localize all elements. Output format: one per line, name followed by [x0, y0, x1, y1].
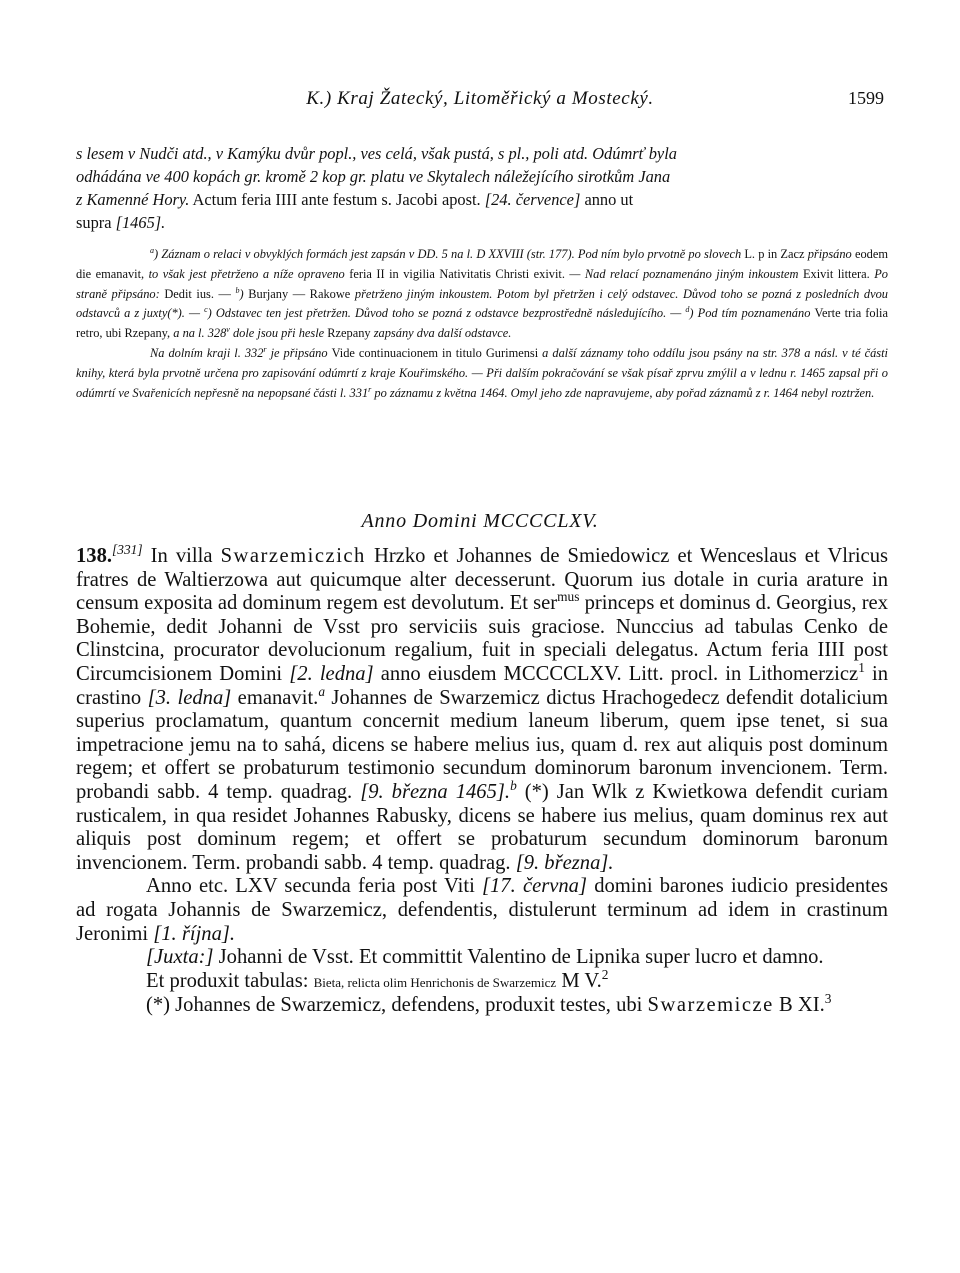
running-title: K.) Kraj Žatecký, Litoměřický a Mostecký.: [306, 88, 654, 109]
text-span: domini barones iudicio presidentes ad rogata Johannis de Swarzemicz, defendentis, distulerunt terminum ad idem in crastinum Jeronimi: [76, 875, 888, 945]
footnote-ref: 2: [601, 966, 609, 982]
text-span: Exivit littera.: [802, 266, 870, 281]
text-span: B XI.: [773, 994, 825, 1017]
date-bracket: [17. června]: [482, 875, 587, 898]
footnote-marker: d: [685, 305, 690, 315]
text-span: (*) Johannes de Swarzemicz, defendens, produxit testes, ubi: [146, 994, 648, 1017]
date-bracket: [1465].: [115, 213, 166, 232]
text-span: ) Odstavec ten jest přetržen. Důvod toho se pozná z odstavce bezprostředně následujícího. —: [207, 306, 686, 321]
entry-paragraph: [76, 991, 888, 1018]
date-bracket: [9. března 1465].: [360, 780, 511, 803]
place-name: Swarzemiczich: [220, 545, 366, 567]
entry-paragraph: [76, 946, 888, 970]
entry-paragraph: [76, 875, 888, 946]
text-span: — Nad relací poznamenáno jiným inkoustem: [564, 266, 803, 281]
text-line: [76, 211, 888, 234]
text-span: anno ut: [580, 190, 634, 209]
text-span: a na l. 328: [170, 326, 227, 341]
text-span: —: [213, 286, 236, 301]
juxta-label: [Juxta:]: [146, 946, 214, 969]
text-span: Vide continuacionem in titulo Gurimensi: [331, 345, 539, 360]
text-span: z Kamenné Hory.: [76, 190, 190, 209]
footnote-ref: 3: [824, 991, 832, 1007]
text-span: ) Pod tím poznamenáno: [689, 306, 815, 321]
text-span: ) Záznam o relaci v obvyklých formách jest zapsán v DD. 5 na l. D XXVIII (str. 177). Pod ním bylo prvotně po slovech: [154, 247, 745, 261]
text-span: Rzepany: [327, 326, 371, 341]
text-span: odhádána ve 400 kopách gr. kromě 2 kop gr. platu ve Skytalech náležejícího sirotkům Jana: [76, 167, 671, 186]
text-span: emanavit.: [231, 686, 319, 709]
text-span: po záznamu z května 1464. Omyl jeho zde napravujeme, aby pořad záznamů z r. 1464 nebyl roztržen.: [371, 385, 875, 400]
footnote-ref: 1: [858, 660, 865, 676]
date-bracket: [3. ledna]: [147, 686, 232, 709]
text-span: eodem die emanavit,: [76, 247, 888, 281]
date-bracket: [2. ledna]: [289, 662, 374, 685]
folio-marker: v: [226, 325, 230, 335]
text-span: (*): [516, 780, 557, 803]
footnote-marker: a: [318, 683, 325, 699]
text-span: feria II in vigilia Nativitatis Christi exivit.: [349, 266, 565, 281]
date-bracket: [9. března].: [515, 851, 614, 874]
date-bracket: [1. října].: [153, 922, 236, 945]
text-span: Johannes de Swarzemicz dictus Hrachogedecz defendit dotalicium superius proclamatum, quantum concernit medium laneum liberum, quem ipse tenet, si sua impetracione jemu na to sahá, dicens se habere melius ius, quam d. rex aut aliquis post dominum regem; et offert se probaturum testimonio secundum dominorum baronum invencionem. Term. probandi sabb. 4 temp. quadrag.: [76, 686, 888, 803]
text-span: ): [239, 286, 249, 301]
date-bracket: [24. července]: [484, 190, 581, 209]
text-span: Jan Wlk z Kwietkowa defendit curiam rusticalem, in qua residet Johannes Rabusky, dicens se habere ius melius, quam dominus rex aut aliquis post dominum regem; et offert se probaturum secundum dominorum baronum invencionem. Term. probandi sabb. 4 temp. quadrag.: [76, 780, 889, 874]
text-span: princeps et dominus d. Georgius, rex Bohemie, dedit Johanni de Vsst pro serviciis suis graciose. Nunccius ad tabulas Cenko de Clinstcina, procurator devolucionum regalium, fuit in speciali delegatus. Actum feria IIII post Circumcisionem Domini: [76, 592, 888, 685]
entry-paragraph: [76, 966, 888, 995]
footnote-block: [76, 245, 888, 344]
running-header: [76, 88, 884, 118]
text-span: In villa: [142, 545, 221, 567]
text-span: Actum feria IIII ante festum s. Jacobi apost.: [189, 190, 485, 209]
folio-marker: r: [263, 344, 267, 354]
text-span: s lesem v Nudči atd., v Kamýku dvůr popl., ves celá, však pustá, s pl., poli atd. Odúmrť byla: [76, 144, 677, 163]
superscript: mus: [557, 589, 580, 605]
text-span: supra: [76, 213, 116, 232]
text-span: anno eiusdem MCCCCLXV. Litt. procl. in Lithomerzicz: [373, 662, 859, 685]
text-span: Anno etc. LXV secunda feria post Viti: [146, 875, 482, 898]
footnote-marker: a: [150, 245, 155, 255]
text-span: zapsány dva další odstavce.: [370, 326, 512, 341]
main-text: [76, 542, 889, 1018]
text-span: M V.: [556, 969, 602, 992]
entry-number: 138.: [76, 545, 113, 567]
text-span: Na dolním kraji l. 332: [150, 345, 264, 360]
text-span: a další záznamy toho oddílu jsou psány na str. 378 a násl. v té části knihy, která byla prvotně určena pro zapisování odúmrtí z kraje Kouřimského. — Při dalším pokračování se však písař zprvu zmýlil a v lednu r. 1465 zapsal při o odúmrtí ve Svařenicích nepřesně na nepopsané části l. 331: [76, 345, 888, 400]
place-name: Swarzemicze: [647, 994, 774, 1017]
year-heading: Anno Domini MCCCCLXV.: [361, 510, 599, 532]
entry-paragraph: [76, 542, 889, 875]
folio-reference: [331]: [112, 542, 143, 558]
text-line: [76, 188, 888, 211]
text-line: [76, 142, 888, 165]
text-span: je připsáno: [266, 345, 332, 360]
text-span: L. p in Zacz: [744, 247, 805, 261]
folio-marker: r: [368, 384, 372, 394]
text-span: dole jsou při hesle: [229, 326, 328, 341]
text-span: připsáno: [804, 247, 855, 261]
text-span: Hrzko et Johannes de Smiedowicz et Wenceslaus et Vlricus fratres de Waltierzowa aut quicumque alter decesserunt. Quorum ius dotale in curia arature in censum exposita ad dominum regem est devolutum. Et ser: [76, 545, 889, 615]
text-span: Et produxit tabulas:: [146, 969, 314, 992]
text-span: to však jest přetrženo a níže opraveno: [144, 266, 350, 281]
footnotes: [76, 245, 888, 403]
text-span: Dedit ius.: [164, 286, 214, 301]
text-line: [76, 165, 888, 188]
text-span: Po straně připsáno:: [76, 266, 888, 301]
text-span: Johanni de Vsst. Et committit Valentino de Lipnika super lucro et damno.: [213, 946, 824, 969]
text-span: Burjany — Rakowe: [248, 286, 351, 301]
footnote-block: [76, 344, 888, 403]
footnote-marker: c: [204, 305, 208, 315]
page-number: 1599: [848, 88, 884, 108]
footnote-marker: b: [235, 285, 240, 295]
text-span: Verte tria folia retro, ubi Rzepany,: [76, 306, 888, 341]
footnote-marker: b: [510, 778, 517, 794]
text-span: Bieta, relicta olim Henrichonis de Swarzemicz: [313, 974, 557, 990]
text-span: in crastino: [76, 662, 888, 709]
text-span: přetrženo jiným inkoustem. Potom byl přetržen i celý odstavec. Důvod toho se pozná z posledních dvou odstavců a z juxty(*). —: [76, 286, 888, 321]
continued-entry-text: [76, 142, 888, 234]
